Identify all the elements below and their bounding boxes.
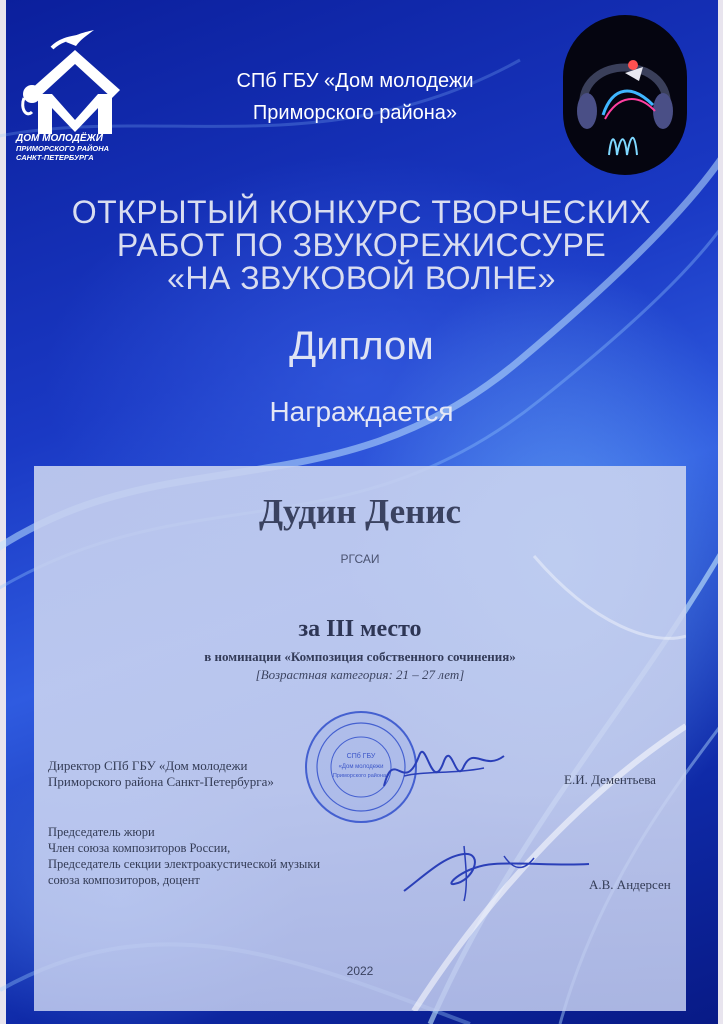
contest-title-line: «НА ЗВУКОВОЙ ВОЛНЕ» [167,260,556,296]
logo-caption [16,133,134,162]
organizer-line: Приморского района» [252,102,458,124]
headphones-logo-icon [563,15,687,175]
jury-position-line: Председатель жюри [48,825,155,839]
age-category: [Возрастная категория: 21 – 27 лет] [255,667,465,682]
contest-title-line: РАБОТ ПО ЗВУКОРЕЖИССУРЕ [116,227,607,263]
director-position-line: Директор СПб ГБУ «Дом молодежи [48,758,248,773]
contest-title [60,196,663,295]
organizer-line: СПб ГБУ «Дом молодежи [236,70,474,92]
award-panel [34,466,686,1011]
awarded-heading: Награждается [269,396,454,427]
logo-caption-line: САНКТ-ПЕТЕРБУРГА [16,153,94,162]
jury-chair-name: А.В. Андерсен [589,877,671,892]
diploma-heading: Диплом [289,324,434,368]
jury-chair-signature [394,836,594,906]
logo-caption-line: ДОМ МОЛОДЁЖИ [16,133,103,144]
organizer-name [210,65,500,129]
jury-position-line: Член союза композиторов России, [48,841,231,855]
stamp-text: СПб ГБУ [346,753,376,760]
logo-caption-line: ПРИМОРСКОГО РАЙОНА [16,144,110,153]
award-nomination: в номинации «Композиция собственного сочинения» [204,649,516,664]
sound-wave-contest-logo [563,15,687,175]
director-name: Е.И. Дементьева [564,772,656,787]
recipient-organization: РГСАИ [340,552,380,566]
recipient-name: Дудин Денис [258,492,462,531]
jury-position-line: союза композиторов, доцент [48,873,200,887]
director-position-line: Приморского района Санкт-Петербурга» [48,774,274,789]
contest-title-line: ОТКРЫТЫЙ КОНКУРС ТВОРЧЕСКИХ [71,194,652,230]
award-place: за III место [298,616,422,642]
jury-chair-position [48,824,388,888]
stamp-text: «Дом молодежи [338,764,384,770]
director-signature [364,726,514,811]
year: 2022 [346,964,374,978]
stamp-text: Приморского района» [332,773,390,779]
jury-position-line: Председатель секции электроакустической музыки [48,857,321,871]
